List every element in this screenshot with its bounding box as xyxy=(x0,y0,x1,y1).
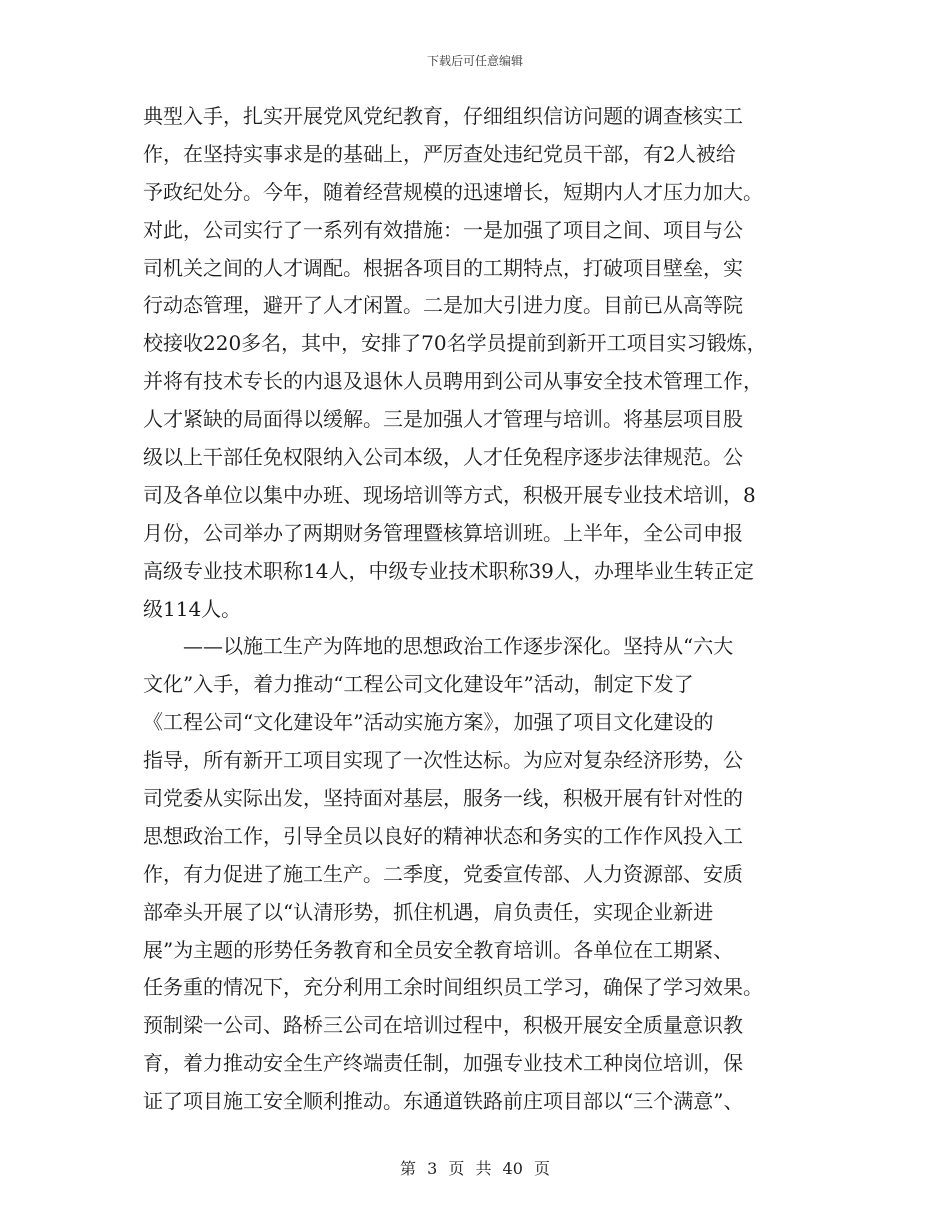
body-line: 证了项目施工安全顺利推动。东通道铁路前庄项目部以“三个满意”、 xyxy=(143,1089,744,1114)
body-line: 司及各单位以集中办班、现场培训等方式，积极开展专业技术培训，8 xyxy=(143,482,756,507)
body-line: 司党委从实际出发，坚持面对基层，服务一线，积极开展有针对性的 xyxy=(143,786,743,811)
body-line: 《工程公司“文化建设年”活动实施方案》，加强了项目文化建设的 xyxy=(143,710,714,735)
body-line: 指导，所有新开工项目实现了一次性达标。为应对复杂经济形势，公 xyxy=(143,748,743,773)
document-body xyxy=(143,98,811,1121)
body-line: 级114人。 xyxy=(143,596,242,621)
body-line: 展”为主题的形势任务教育和全员安全教育培训。各单位在工期紧、 xyxy=(143,937,734,962)
body-line: 人才紧缺的局面得以缓解。三是加强人才管理与培训。将基层项目股 xyxy=(143,407,743,432)
paragraph-start-line: ——以施工生产为阵地的思想政治工作逐步深化。坚持从“六大 xyxy=(183,634,734,659)
body-line: 对此，公司实行了一系列有效措施：一是加强了项目之间、项目与公 xyxy=(143,217,743,242)
body-line: 高级专业技术职称14人，中级专业技术职称39人，办理毕业生转正定 xyxy=(143,558,754,583)
body-line: 予政纪处分。今年，随着经营规模的迅速增长，短期内人才压力加大。 xyxy=(143,179,763,204)
body-line: 育，着力推动安全生产终端责任制，加强专业技术工种岗位培训，保 xyxy=(143,1051,743,1076)
body-line: 思想政治工作，引导全员以良好的精神状态和务实的工作作风投入工 xyxy=(143,823,743,848)
body-line: 级以上干部任免权限纳入公司本级，人才任免程序逐步法律规范。公 xyxy=(143,445,743,470)
body-line: 行动态管理，避开了人才闲置。二是加大引进力度。目前已从高等院 xyxy=(143,293,743,318)
body-line: 校接收220多名，其中，安排了70名学员提前到新开工项目实习锻炼， xyxy=(143,331,767,356)
body-line: 司机关之间的人才调配。根据各项目的工期特点，打破项目壁垒，实 xyxy=(143,255,743,280)
body-line: 部牵头开展了以“认清形势，抓住机遇，肩负责任，实现企业新进 xyxy=(143,899,714,924)
body-line: 作，在坚持实事求是的基础上，严厉查处违纪党员干部，有2人被给 xyxy=(143,141,736,166)
body-line: 文化”入手，着力推动“工程公司文化建设年”活动，制定下发了 xyxy=(143,672,694,697)
body-line: 作，有力促进了施工生产。二季度，党委宣传部、人力资源部、安质 xyxy=(143,861,743,886)
page-number-footer: 第 3 页 共 40 页 xyxy=(400,1159,550,1178)
page-header: 下载后可任意编辑 xyxy=(426,54,523,68)
body-line: 典型入手，扎实开展党风党纪教育，仔细组织信访问题的调查核实工 xyxy=(143,104,743,128)
body-line: 预制梁一公司、路桥三公司在培训过程中，积极开展安全质量意识教 xyxy=(143,1013,743,1038)
body-line: 任务重的情况下，充分利用工余时间组织员工学习，确保了学习效果。 xyxy=(143,975,763,1000)
body-line: 并将有技术专长的内退及退休人员聘用到公司从事安全技术管理工作， xyxy=(143,369,763,394)
body-line: 月份，公司举办了两期财务管理暨核算培训班。上半年，全公司申报 xyxy=(143,520,743,545)
